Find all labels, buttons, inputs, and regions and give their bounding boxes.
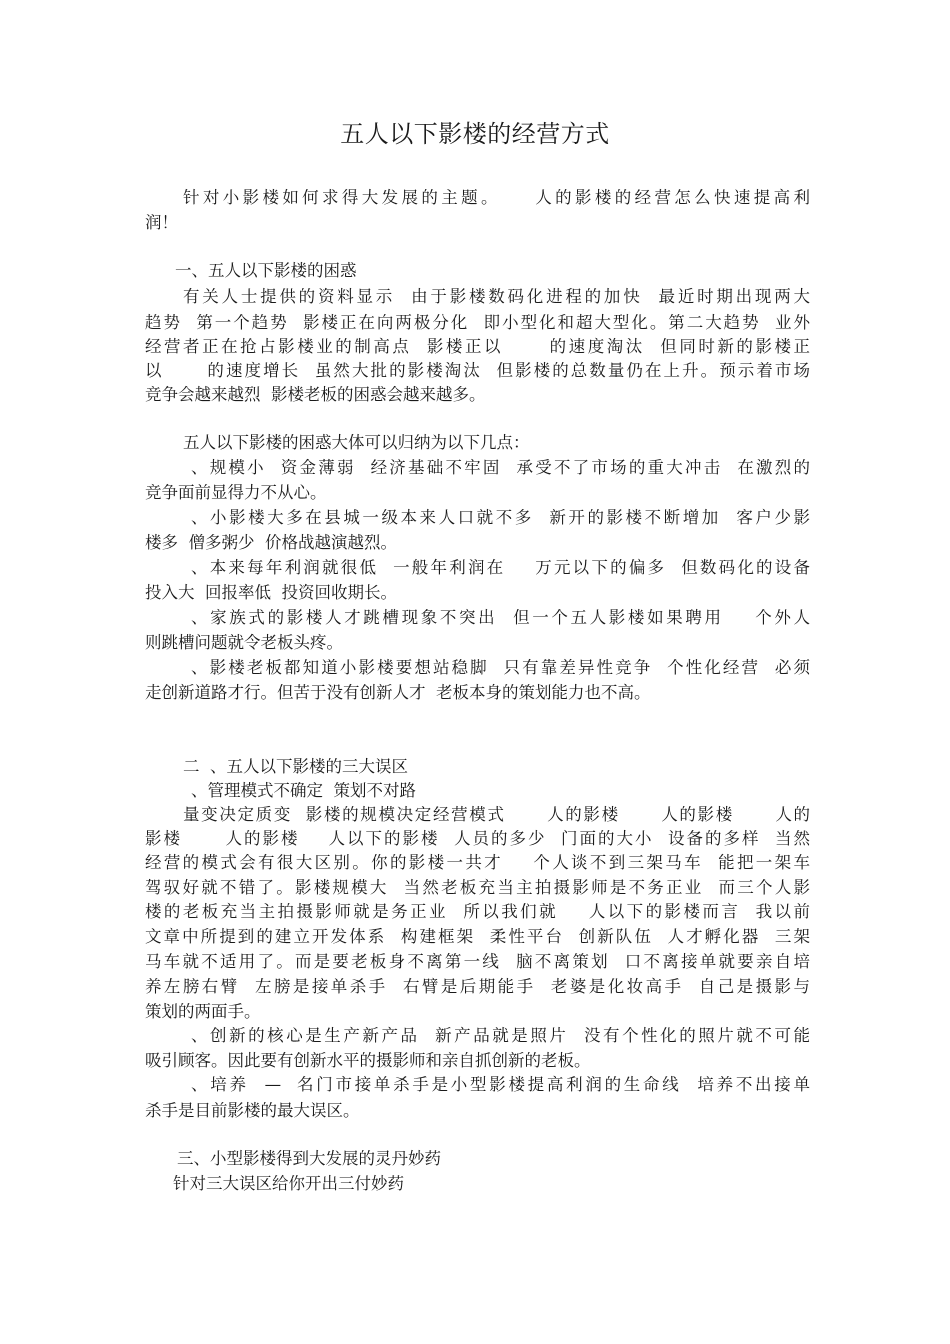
text-line: 趋势 第一个趋势 影楼正在向两极分化 即小型化和超大型化。第二大趋势 业外: [145, 313, 810, 332]
text-line: 驾驭好就不错了。影楼规模大 当然老板充当主拍摄影师是不务正业 而三个人影: [145, 878, 810, 897]
text-line: 、培养 — 名门市接单杀手是小型影楼提高利润的生命线 培养不出接单: [191, 1075, 810, 1094]
text-line: 、管理模式不确定 策划不对路: [191, 781, 416, 800]
text-line: 吸引顾客。因此要有创新水平的摄影师和亲自抓创新的老板。: [145, 1051, 591, 1070]
text-line: 以 的速度增长 虽然大批的影楼淘汰 但影楼的总数量仍在上升。预示着市场: [145, 361, 810, 380]
text-line: 、小影楼大多在县城一级本来人口就不多 新开的影楼不断增加 客户少影: [191, 508, 810, 527]
text-line: 二 、五人以下影楼的三大误区: [183, 757, 408, 776]
text-line: 投入大 回报率低 投资回收期长。: [145, 583, 397, 602]
text-line: 楼的老板充当主拍摄影师就是务正业 所以我们就 人以下的影楼而言 我以前: [145, 902, 810, 921]
text-line: 、创新的核心是生产新产品 新产品就是照片 没有个性化的照片就不可能: [191, 1026, 810, 1045]
text-line: 经营者正在抢占影楼业的制高点 影楼正以 的速度淘汰 但同时新的影楼正: [145, 337, 810, 356]
text-line: 针对小影楼如何求得大发展的主题。 人的影楼的经营怎么快速提高利: [183, 188, 810, 207]
text-line: 养左膀右臂 左膀是接单杀手 右臂是后期能手 老婆是化妆高手 自己是摄影与: [145, 977, 810, 996]
text-line: 则跳槽问题就令老板头疼。: [145, 633, 343, 652]
text-line: 量变决定质变 影楼的规模决定经营模式 人的影楼 人的影楼 人的: [183, 805, 810, 824]
text-line: 马车就不适用了。而是要老板身不离第一线 脑不离策划 口不离接单就要亲自培: [145, 952, 810, 971]
text-line: 影楼 人的影楼 人以下的影楼 人员的多少 门面的大小 设备的多样 当然: [145, 829, 810, 848]
text-line: 有关人士提供的资料显示 由于影楼数码化进程的加快 最近时期出现两大: [183, 287, 810, 306]
text-line: 、规模小 资金薄弱 经济基础不牢固 承受不了市场的重大冲击 在激烈的: [191, 458, 810, 477]
text-line: 楼多 僧多粥少 价格战越演越烈。: [145, 533, 397, 552]
text-line: 润！: [145, 213, 178, 232]
text-line: 走创新道路才行。但苦于没有创新人才 老板本身的策划能力也不高。: [145, 683, 651, 702]
text-line: 一、五人以下影楼的困惑: [175, 261, 357, 280]
text-line: 、本来每年利润就很低 一般年利润在 万元以下的偏多 但数码化的设备: [191, 558, 810, 577]
text-line: 、家族式的影楼人才跳槽现象不突出 但一个五人影楼如果聘用 个外人: [191, 608, 810, 627]
document-title: 五人以下影楼的经营方式: [340, 120, 610, 148]
text-line: 策划的两面手。: [145, 1002, 261, 1021]
text-line: 三、小型影楼得到大发展的灵丹妙药: [177, 1149, 441, 1168]
text-line: 经营的模式会有很大区别。你的影楼一共才 个人谈不到三架马车 能把一架车: [145, 853, 810, 872]
text-line: 杀手是目前影楼的最大误区。: [145, 1101, 360, 1120]
text-line: 针对三大误区给你开出三付妙药: [173, 1174, 404, 1193]
text-line: 五人以下影楼的困惑大体可以归纳为以下几点：: [183, 433, 530, 452]
text-line: 文章中所提到的建立开发体系 构建框架 柔性平台 创新队伍 人才孵化器 三架: [145, 927, 810, 946]
text-line: 竞争会越来越烈 影楼老板的困惑会越来越多。: [145, 385, 486, 404]
text-line: 、影楼老板都知道小影楼要想站稳脚 只有靠差异性竞争 个性化经营 必须: [191, 658, 810, 677]
text-line: 竞争面前显得力不从心。: [145, 483, 327, 502]
